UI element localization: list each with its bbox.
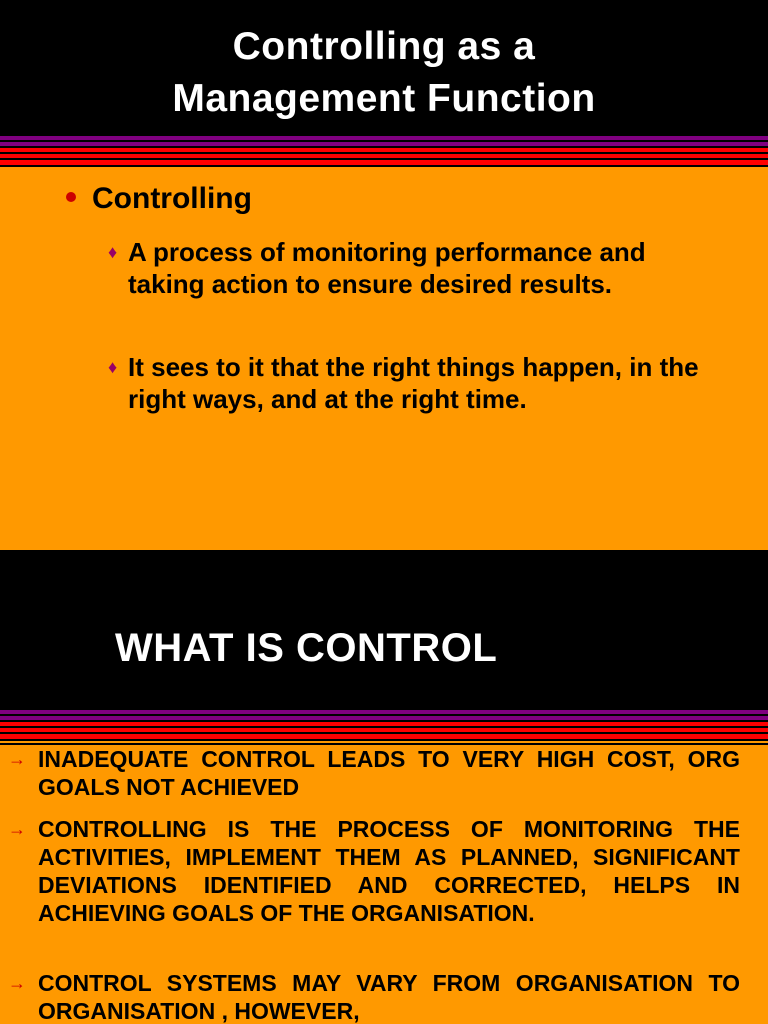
arrow-right-icon: →	[8, 819, 26, 839]
slide-2	[0, 550, 768, 1024]
title-line-1: Controlling as a	[232, 25, 536, 68]
list-item-text: CONTROL SYSTEMS MAY VARY FROM ORGANISATION TO ORGANISATION , HOWEVER,	[38, 970, 740, 1024]
slide-body	[0, 170, 768, 550]
list-item-text: INADEQUATE CONTROL LEADS TO VERY HIGH COST, ORG GOALS NOT ACHIEVED	[38, 746, 740, 800]
list-item	[0, 745, 768, 801]
list-item-text: CONTROLLING IS THE PROCESS OF MONITORING THE ACTIVITIES, IMPLEMENT THEM AS PLANNED, SIGNIFICANT DEVIATIONS IDENTIFIED AND CORRECTED, HELPS IN ACHIEVING GOALS OF THE ORGANISATION.	[38, 816, 740, 926]
sub-bullet-text: It sees to it that the right things happen, in the right ways, and at the right time.	[128, 352, 699, 414]
diamond-icon: ♦	[108, 242, 118, 262]
slide-title: WHAT IS CONTROL	[115, 626, 498, 670]
bullet-label: Controlling	[92, 182, 252, 215]
decorative-stripes	[0, 136, 768, 170]
sub-bullet	[108, 236, 728, 300]
list-item	[0, 815, 768, 927]
sub-bullet-text: A process of monitoring performance and taking action to ensure desired results.	[128, 237, 646, 299]
arrow-right-icon: →	[8, 749, 26, 769]
title-line-2: Management Function	[172, 77, 596, 120]
bullet-controlling	[66, 182, 252, 216]
list-item	[0, 969, 768, 1024]
sub-bullet	[108, 351, 728, 415]
diamond-icon: ♦	[108, 357, 118, 377]
slide-body	[0, 745, 768, 1024]
red-dot-icon	[66, 192, 76, 202]
slide-title	[0, 0, 768, 136]
arrow-right-icon: →	[8, 973, 26, 993]
decorative-stripes	[0, 710, 768, 743]
